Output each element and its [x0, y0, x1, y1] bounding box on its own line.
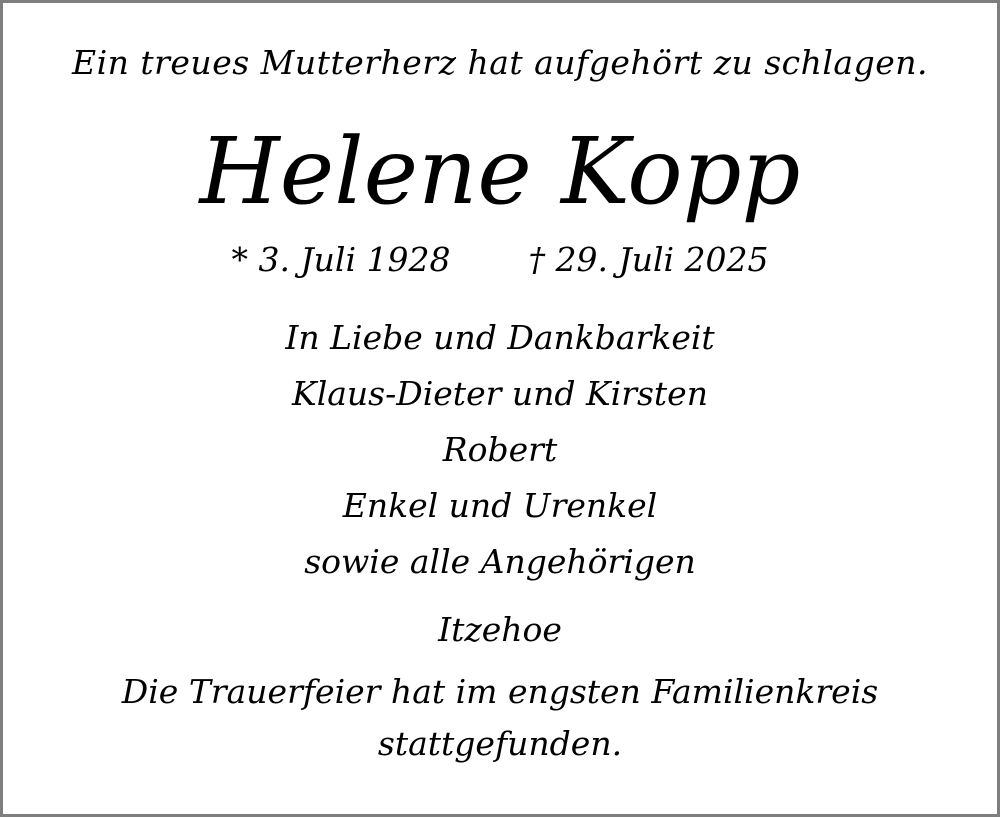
birth-date: * 3. Juli 1928 [231, 240, 451, 279]
mourners-line: In Liebe und Dankbarkeit [285, 318, 715, 357]
funeral-note-line: Die Trauerfeier hat im engsten Familienkreis [121, 672, 879, 711]
funeral-note-line: stattgefunden. [377, 724, 623, 763]
life-dates-row [3, 237, 997, 282]
mourners-line: Klaus-Dieter und Kirsten [292, 374, 708, 413]
city-line: Itzehoe [438, 610, 562, 649]
mourners-line: Robert [442, 430, 558, 469]
deceased-name: Helene Kopp [199, 118, 801, 225]
epitaph-line: Ein treues Mutterherz hat aufgehört zu schlagen. [71, 43, 928, 82]
funeral-note-block [3, 666, 997, 770]
death-date: † 29. Juli 2025 [528, 240, 769, 279]
mourners-line: Enkel und Urenkel [342, 486, 658, 525]
mourners-line: sowie alle Angehörigen [304, 542, 696, 581]
mourners-block [3, 310, 997, 590]
